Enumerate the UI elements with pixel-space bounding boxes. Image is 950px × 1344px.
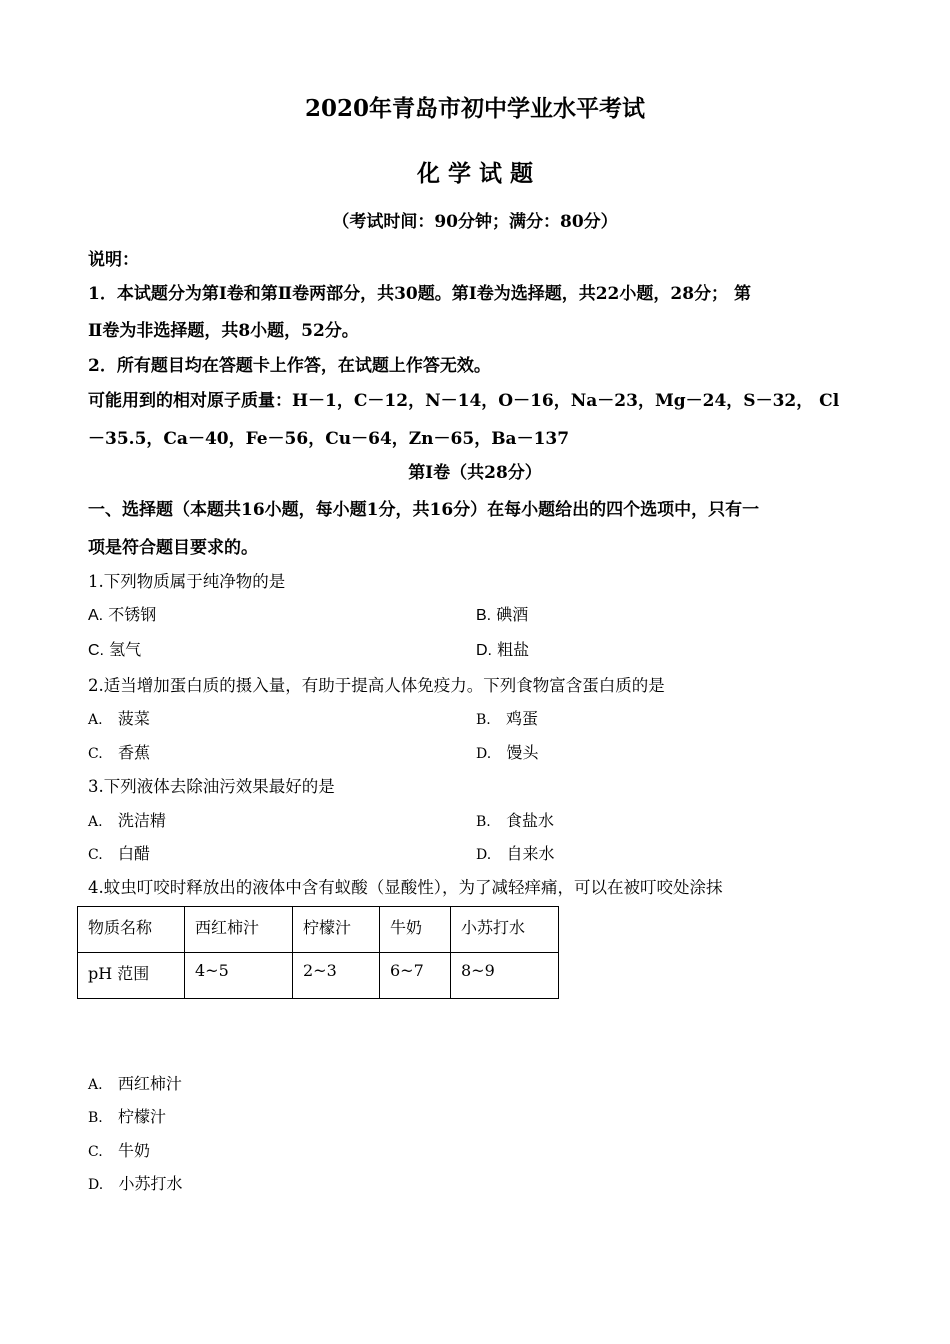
atomic-mass-a: 可能用到的相对原子质量：H－1，C－12，N－14，O－16，Na－23，Mg－24，S－32， Cl <box>88 391 840 411</box>
section-a: 一、选择题（本题共16小题，每小题1分，共16分）在每小题给出的四个选项中，只有一 <box>88 500 760 520</box>
question-1-stem: 1.下列物质属于纯净物的是 <box>88 572 286 591</box>
notes-line2: 2．所有题目均在答题卡上作答，在试题上作答无效。 <box>88 356 491 376</box>
table-cell: 4~5 <box>185 953 293 999</box>
subject-title: 化 学 试 题 <box>416 160 534 187</box>
q3-option-c: C. 白醋 <box>88 844 150 863</box>
table-cell: 6~7 <box>380 953 451 999</box>
q3-option-a: A. 洗洁精 <box>88 811 166 830</box>
question-4-stem: 4.蚊虫叮咬时释放出的液体中含有蚁酸（显酸性），为了减轻痒痛，可以在被叮咬处涂抹 <box>88 878 723 897</box>
notes-heading: 说明： <box>88 250 139 270</box>
table-cell: pH 范围 <box>78 953 185 999</box>
q2-option-b: B. 鸡蛋 <box>476 709 539 728</box>
table-row <box>78 907 559 953</box>
question-3-stem: 3.下列液体去除油污效果最好的是 <box>88 777 335 796</box>
q1-option-c: C. 氢气 <box>88 640 142 659</box>
table-row <box>78 953 559 999</box>
section-b: 项是符合题目要求的。 <box>88 538 258 558</box>
notes-line1b: Ⅱ卷为非选择题，共8小题，52分。 <box>88 321 359 341</box>
table-cell: 西红柿汁 <box>185 907 293 953</box>
exam-info: （考试时间：90分钟；满分：80分） <box>332 212 618 232</box>
q1-option-a: A. 不锈钢 <box>88 605 157 624</box>
q3-option-d: D. 自来水 <box>476 844 555 863</box>
atomic-mass-b: －35.5，Ca－40，Fe－56，Cu－64，Zn－65，Ba－137 <box>88 429 570 449</box>
question-2-stem: 2.适当增加蛋白质的摄入量，有助于提高人体免疫力。下列食物富含蛋白质的是 <box>88 676 665 695</box>
q4-option-c: C. 牛奶 <box>88 1141 150 1160</box>
q3-option-b: B. 食盐水 <box>476 811 555 830</box>
q4-option-b: B. 柠檬汁 <box>88 1107 167 1126</box>
ph-table <box>77 906 559 999</box>
part1-heading: 第Ⅰ卷（共28分） <box>408 463 542 483</box>
table-cell: 8~9 <box>451 953 559 999</box>
table-cell: 物质名称 <box>78 907 185 953</box>
q2-option-c: C. 香蕉 <box>88 743 150 762</box>
q4-option-a: A. 西红柿汁 <box>88 1074 182 1093</box>
notes-line1a: 1．本试题分为第Ⅰ卷和第Ⅱ卷两部分，共30题。第Ⅰ卷为选择题，共22小题，28分； 第 <box>88 284 751 304</box>
q4-option-d: D. 小苏打水 <box>88 1174 183 1193</box>
q1-option-b: B. 碘酒 <box>476 605 529 624</box>
table-cell: 小苏打水 <box>451 907 559 953</box>
q2-option-d: D. 馒头 <box>476 743 539 762</box>
table-cell: 牛奶 <box>380 907 451 953</box>
exam-title: 2020年青岛市初中学业水平考试 <box>304 95 645 122</box>
q1-option-d: D. 粗盐 <box>476 640 530 659</box>
q2-option-a: A. 菠菜 <box>88 709 150 728</box>
table-cell: 2~3 <box>293 953 380 999</box>
table-cell: 柠檬汁 <box>293 907 380 953</box>
